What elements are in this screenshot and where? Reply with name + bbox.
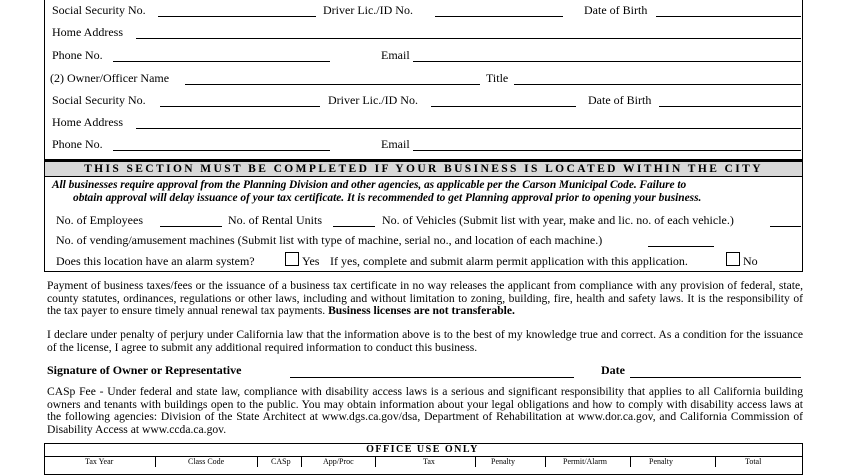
owner1-phone-label: Phone No.	[52, 48, 103, 62]
owner2-dob-field[interactable]	[659, 106, 801, 107]
owner2-ssn-field[interactable]	[160, 106, 320, 107]
planning-notice-line2: obtain approval will delay issuance of your tax certificate. It is recommended to get Planning approval prior to opening your business.	[73, 192, 702, 204]
owner2-ssn-label: Social Security No.	[52, 93, 146, 107]
owner1-email-label: Email	[381, 48, 410, 62]
col-sep-6	[545, 457, 546, 467]
alarm-no-checkbox[interactable]	[726, 252, 740, 266]
col-app-proc: App/Proc	[323, 457, 354, 466]
city-section-banner: THIS SECTION MUST BE COMPLETED IF YOUR BUSINESS IS LOCATED WITHIN THE CITY	[45, 161, 802, 177]
owner2-phone-field[interactable]	[113, 150, 330, 151]
vending-label: No. of vending/amusement machines (Submit list with type of machine, serial no., and location of each machine.)	[56, 233, 603, 247]
owner1-dob-field[interactable]	[656, 16, 801, 17]
owner2-address-field[interactable]	[136, 128, 801, 129]
col-sep-3	[301, 457, 302, 467]
owner2-email-label: Email	[381, 137, 410, 151]
owner1-email-field[interactable]	[413, 61, 801, 62]
owner1-dob-label: Date of Birth	[584, 3, 648, 17]
col-tax-year: Tax Year	[85, 457, 114, 466]
alarm-instruction: If yes, complete and submit alarm permit application with this application.	[330, 254, 688, 268]
office-use-header-row	[45, 457, 802, 467]
employees-field[interactable]	[160, 226, 222, 227]
payment-notice-text: Payment of business taxes/fees or the issuance of a business tax certificate in no way releases the applicant from compliance with any provision of federal, state, county statutes, ordinances, regulations or other laws, including and without limitation to zoning, building, fire, health and safety laws. It is the responsibility of the tax payer to ensure timely annual renewal tax payments.	[47, 279, 803, 317]
vending-field[interactable]	[648, 246, 714, 247]
owner1-dl-label: Driver Lic./ID No.	[323, 3, 413, 17]
owner2-dl-field[interactable]	[431, 106, 576, 107]
planning-notice-line1: All businesses require approval from the Planning Division and other agencies, as applicable per the Carson Municipal Code. Failure to	[52, 179, 687, 191]
owner2-email-field[interactable]	[413, 150, 801, 151]
not-transferable-notice: Business licenses are not transferable.	[328, 304, 515, 317]
owner2-dob-label: Date of Birth	[588, 93, 652, 107]
col-penalty-1: Penalty	[491, 457, 515, 466]
col-tax: Tax	[423, 457, 435, 466]
col-sep-4	[375, 457, 376, 467]
declaration-text: I declare under penalty of perjury under California law that the information above is to the best of my knowledge true and correct. As a condition for the issuance of the license, I agree to submit any additional required information to conduct this business.	[47, 328, 803, 354]
owner2-title-label: Title	[486, 71, 509, 85]
vehicles-field[interactable]	[770, 226, 801, 227]
signature-label: Signature of Owner or Representative	[47, 363, 242, 377]
owner2-title-field[interactable]	[514, 84, 801, 85]
owner1-ssn-field[interactable]	[158, 16, 316, 17]
alarm-yes-label: Yes	[302, 254, 320, 268]
alarm-no-label: No	[743, 254, 758, 268]
employees-label: No. of Employees	[56, 213, 143, 227]
col-total: Total	[745, 457, 762, 466]
vehicles-label: No. of Vehicles (Submit list with year, make and lic. no. of each vehicle.)	[382, 213, 734, 227]
owner1-ssn-label: Social Security No.	[52, 3, 146, 17]
owner1-phone-field[interactable]	[113, 61, 330, 62]
rental-units-label: No. of Rental Units	[228, 213, 322, 227]
col-sep-8	[715, 457, 716, 467]
date-field[interactable]	[630, 377, 801, 378]
owner2-name-field[interactable]	[185, 84, 480, 85]
casp-notice: CASp Fee - Under federal and state law, compliance with disability access laws is a serious and significant responsibility that applies to all California building owners and tenants with buildings open to the public. You may obtain information about your legal obligations and how to comply with disability access laws at the following agencies: Division of the State Architect at www.dgs.ca.gov/dsa, Department of Rehabilitation at www.dor.ca.gov, and California Commission of Disability Access at www.ccda.ca.gov.	[47, 385, 803, 436]
owner2-address-label: Home Address	[52, 115, 123, 129]
col-class-code: Class Code	[188, 457, 225, 466]
owner2-dl-label: Driver Lic./ID No.	[328, 93, 418, 107]
col-sep-7	[630, 457, 631, 467]
alarm-question: Does this location have an alarm system?	[56, 254, 255, 268]
alarm-yes-checkbox[interactable]	[285, 252, 299, 266]
date-label: Date	[601, 363, 625, 377]
rental-units-field[interactable]	[333, 226, 375, 227]
owner1-address-field[interactable]	[136, 38, 801, 39]
col-sep-5	[475, 457, 476, 467]
signature-field[interactable]	[290, 377, 574, 378]
payment-notice	[47, 280, 803, 318]
owner2-phone-label: Phone No.	[52, 137, 103, 151]
col-sep-1	[155, 457, 156, 467]
owner1-address-label: Home Address	[52, 25, 123, 39]
office-use-title: OFFICE USE ONLY	[366, 444, 479, 455]
owner2-name-label: (2) Owner/Officer Name	[50, 71, 170, 85]
owner1-dl-field[interactable]	[435, 16, 563, 17]
col-penalty-2: Penalty	[649, 457, 673, 466]
col-sep-2	[257, 457, 258, 467]
col-permit-alarm: Permit/Alarm	[563, 457, 607, 466]
col-casp: CASp	[271, 457, 291, 466]
